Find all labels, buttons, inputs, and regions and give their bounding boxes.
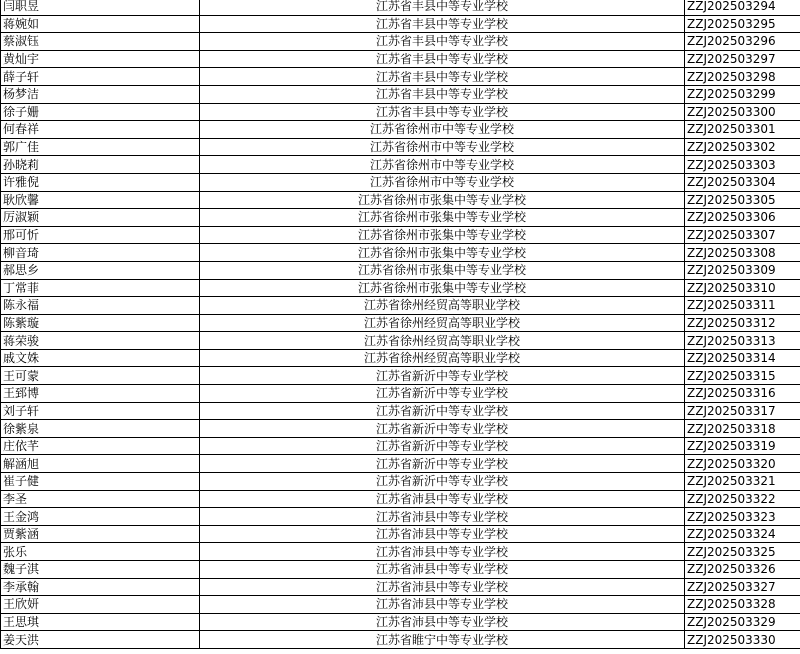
student-name-cell: 贾紫涵 bbox=[1, 525, 200, 543]
student-name-cell: 邢可忻 bbox=[1, 226, 200, 244]
school-name-cell: 江苏省新沂中等专业学校 bbox=[200, 385, 685, 403]
school-name-cell: 江苏省丰县中等专业学校 bbox=[200, 0, 685, 15]
certificate-code-cell: ZZJ202503298 bbox=[685, 68, 800, 86]
table-row bbox=[1, 455, 800, 473]
student-name-cell: 蒋荣骏 bbox=[1, 332, 200, 350]
school-name-cell: 江苏省沛县中等专业学校 bbox=[200, 596, 685, 614]
certificate-code-cell: ZZJ202503315 bbox=[685, 367, 800, 385]
certificate-code-cell: ZZJ202503314 bbox=[685, 349, 800, 367]
certificate-code-cell: ZZJ202503296 bbox=[685, 33, 800, 51]
student-name-cell: 耿欣馨 bbox=[1, 191, 200, 209]
student-name-cell: 黄灿宇 bbox=[1, 50, 200, 68]
student-name-cell: 徐子姗 bbox=[1, 103, 200, 121]
table-row bbox=[1, 349, 800, 367]
school-name-cell: 江苏省徐州市张集中等专业学校 bbox=[200, 191, 685, 209]
school-name-cell: 江苏省徐州市中等专业学校 bbox=[200, 121, 685, 139]
certificate-code-cell: ZZJ202503322 bbox=[685, 490, 800, 508]
student-name-cell: 徐紫泉 bbox=[1, 420, 200, 438]
table-row bbox=[1, 631, 800, 649]
certificate-code-cell: ZZJ202503313 bbox=[685, 332, 800, 350]
table-row bbox=[1, 613, 800, 631]
table-row bbox=[1, 525, 800, 543]
student-name-cell: 厉淑颖 bbox=[1, 209, 200, 227]
student-name-cell: 蔡淑钰 bbox=[1, 33, 200, 51]
table-row bbox=[1, 297, 800, 315]
student-name-cell: 李圣 bbox=[1, 490, 200, 508]
student-name-cell: 丁常菲 bbox=[1, 279, 200, 297]
student-name-cell: 闫职昱 bbox=[1, 0, 200, 15]
certificate-code-cell: ZZJ202503328 bbox=[685, 596, 800, 614]
school-name-cell: 江苏省徐州市张集中等专业学校 bbox=[200, 226, 685, 244]
school-name-cell: 江苏省沛县中等专业学校 bbox=[200, 543, 685, 561]
student-name-cell: 王郅博 bbox=[1, 385, 200, 403]
school-name-cell: 江苏省丰县中等专业学校 bbox=[200, 50, 685, 68]
roster-body bbox=[1, 0, 800, 648]
certificate-code-cell: ZZJ202503306 bbox=[685, 209, 800, 227]
certificate-code-cell: ZZJ202503304 bbox=[685, 173, 800, 191]
table-row bbox=[1, 156, 800, 174]
certificate-code-cell: ZZJ202503308 bbox=[685, 244, 800, 262]
student-name-cell: 王可蒙 bbox=[1, 367, 200, 385]
student-name-cell: 魏子淇 bbox=[1, 561, 200, 579]
table-row bbox=[1, 209, 800, 227]
school-name-cell: 江苏省沛县中等专业学校 bbox=[200, 525, 685, 543]
certificate-code-cell: ZZJ202503309 bbox=[685, 261, 800, 279]
table-row bbox=[1, 0, 800, 15]
certificate-code-cell: ZZJ202503316 bbox=[685, 385, 800, 403]
table-row bbox=[1, 138, 800, 156]
school-name-cell: 江苏省徐州市张集中等专业学校 bbox=[200, 209, 685, 227]
certificate-code-cell: ZZJ202503310 bbox=[685, 279, 800, 297]
table-row bbox=[1, 543, 800, 561]
student-name-cell: 刘子轩 bbox=[1, 402, 200, 420]
table-row bbox=[1, 279, 800, 297]
certificate-code-cell: ZZJ202503303 bbox=[685, 156, 800, 174]
certificate-code-cell: ZZJ202503302 bbox=[685, 138, 800, 156]
table-row bbox=[1, 402, 800, 420]
table-row bbox=[1, 473, 800, 491]
certificate-code-cell: ZZJ202503311 bbox=[685, 297, 800, 315]
student-name-cell: 薛子轩 bbox=[1, 68, 200, 86]
school-name-cell: 江苏省新沂中等专业学校 bbox=[200, 455, 685, 473]
table-row bbox=[1, 121, 800, 139]
student-name-cell: 戚文姝 bbox=[1, 349, 200, 367]
certificate-code-cell: ZZJ202503320 bbox=[685, 455, 800, 473]
certificate-code-cell: ZZJ202503312 bbox=[685, 314, 800, 332]
school-name-cell: 江苏省丰县中等专业学校 bbox=[200, 33, 685, 51]
certificate-code-cell: ZZJ202503321 bbox=[685, 473, 800, 491]
table-row bbox=[1, 367, 800, 385]
table-row bbox=[1, 420, 800, 438]
certificate-code-cell: ZZJ202503299 bbox=[685, 85, 800, 103]
school-name-cell: 江苏省徐州经贸高等职业学校 bbox=[200, 332, 685, 350]
school-name-cell: 江苏省徐州经贸高等职业学校 bbox=[200, 314, 685, 332]
table-row bbox=[1, 490, 800, 508]
certificate-code-cell: ZZJ202503307 bbox=[685, 226, 800, 244]
school-name-cell: 江苏省新沂中等专业学校 bbox=[200, 420, 685, 438]
certificate-code-cell: ZZJ202503301 bbox=[685, 121, 800, 139]
school-name-cell: 江苏省徐州市中等专业学校 bbox=[200, 156, 685, 174]
student-name-cell: 庄依芊 bbox=[1, 437, 200, 455]
student-name-cell: 柳音琦 bbox=[1, 244, 200, 262]
school-name-cell: 江苏省徐州市中等专业学校 bbox=[200, 138, 685, 156]
table-row bbox=[1, 103, 800, 121]
certificate-code-cell: ZZJ202503327 bbox=[685, 578, 800, 596]
table-row bbox=[1, 173, 800, 191]
school-name-cell: 江苏省新沂中等专业学校 bbox=[200, 367, 685, 385]
school-name-cell: 江苏省丰县中等专业学校 bbox=[200, 85, 685, 103]
student-name-cell: 许雅倪 bbox=[1, 173, 200, 191]
school-name-cell: 江苏省徐州市张集中等专业学校 bbox=[200, 244, 685, 262]
student-name-cell: 李承翰 bbox=[1, 578, 200, 596]
school-name-cell: 江苏省沛县中等专业学校 bbox=[200, 613, 685, 631]
school-name-cell: 江苏省沛县中等专业学校 bbox=[200, 561, 685, 579]
school-name-cell: 江苏省丰县中等专业学校 bbox=[200, 103, 685, 121]
school-name-cell: 江苏省徐州市张集中等专业学校 bbox=[200, 261, 685, 279]
certificate-code-cell: ZZJ202503317 bbox=[685, 402, 800, 420]
student-name-cell: 郭广佳 bbox=[1, 138, 200, 156]
certificate-code-cell: ZZJ202503329 bbox=[685, 613, 800, 631]
student-name-cell: 陈永福 bbox=[1, 297, 200, 315]
table-row bbox=[1, 385, 800, 403]
school-name-cell: 江苏省徐州市中等专业学校 bbox=[200, 173, 685, 191]
student-name-cell: 杨梦洁 bbox=[1, 85, 200, 103]
school-name-cell: 江苏省沛县中等专业学校 bbox=[200, 508, 685, 526]
student-name-cell: 蒋婉如 bbox=[1, 15, 200, 33]
student-name-cell: 郝思乡 bbox=[1, 261, 200, 279]
certificate-code-cell: ZZJ202503300 bbox=[685, 103, 800, 121]
school-name-cell: 江苏省新沂中等专业学校 bbox=[200, 402, 685, 420]
certificate-code-cell: ZZJ202503325 bbox=[685, 543, 800, 561]
table-row bbox=[1, 226, 800, 244]
certificate-code-cell: ZZJ202503305 bbox=[685, 191, 800, 209]
student-name-cell: 王思琪 bbox=[1, 613, 200, 631]
table-row bbox=[1, 314, 800, 332]
school-name-cell: 江苏省新沂中等专业学校 bbox=[200, 437, 685, 455]
student-name-cell: 崔子健 bbox=[1, 473, 200, 491]
table-row bbox=[1, 561, 800, 579]
certificate-code-cell: ZZJ202503294 bbox=[685, 0, 800, 15]
certificate-code-cell: ZZJ202503324 bbox=[685, 525, 800, 543]
student-name-cell: 陈紫璇 bbox=[1, 314, 200, 332]
student-name-cell: 姜天洪 bbox=[1, 631, 200, 649]
table-row bbox=[1, 508, 800, 526]
student-name-cell: 何春祥 bbox=[1, 121, 200, 139]
school-name-cell: 江苏省沛县中等专业学校 bbox=[200, 578, 685, 596]
certificate-code-cell: ZZJ202503318 bbox=[685, 420, 800, 438]
school-name-cell: 江苏省丰县中等专业学校 bbox=[200, 68, 685, 86]
student-name-cell: 张乐 bbox=[1, 543, 200, 561]
student-name-cell: 王金鸿 bbox=[1, 508, 200, 526]
school-name-cell: 江苏省新沂中等专业学校 bbox=[200, 473, 685, 491]
school-name-cell: 江苏省丰县中等专业学校 bbox=[200, 15, 685, 33]
certificate-code-cell: ZZJ202503326 bbox=[685, 561, 800, 579]
table-row bbox=[1, 332, 800, 350]
school-name-cell: 江苏省徐州经贸高等职业学校 bbox=[200, 297, 685, 315]
table-row bbox=[1, 33, 800, 51]
certificate-code-cell: ZZJ202503330 bbox=[685, 631, 800, 649]
student-name-cell: 王欣妍 bbox=[1, 596, 200, 614]
table-row bbox=[1, 68, 800, 86]
certificate-code-cell: ZZJ202503297 bbox=[685, 50, 800, 68]
school-name-cell: 江苏省徐州经贸高等职业学校 bbox=[200, 349, 685, 367]
table-row bbox=[1, 191, 800, 209]
table-row bbox=[1, 85, 800, 103]
certificate-code-cell: ZZJ202503323 bbox=[685, 508, 800, 526]
table-row bbox=[1, 15, 800, 33]
table-row bbox=[1, 261, 800, 279]
certificate-code-cell: ZZJ202503319 bbox=[685, 437, 800, 455]
table-row bbox=[1, 50, 800, 68]
school-name-cell: 江苏省徐州市张集中等专业学校 bbox=[200, 279, 685, 297]
student-name-cell: 解涵旭 bbox=[1, 455, 200, 473]
student-name-cell: 孙晓莉 bbox=[1, 156, 200, 174]
table-row bbox=[1, 596, 800, 614]
table-row bbox=[1, 578, 800, 596]
certificate-code-cell: ZZJ202503295 bbox=[685, 15, 800, 33]
table-row bbox=[1, 244, 800, 262]
school-name-cell: 江苏省沛县中等专业学校 bbox=[200, 490, 685, 508]
school-name-cell: 江苏省睢宁中等专业学校 bbox=[200, 631, 685, 649]
table-row bbox=[1, 437, 800, 455]
